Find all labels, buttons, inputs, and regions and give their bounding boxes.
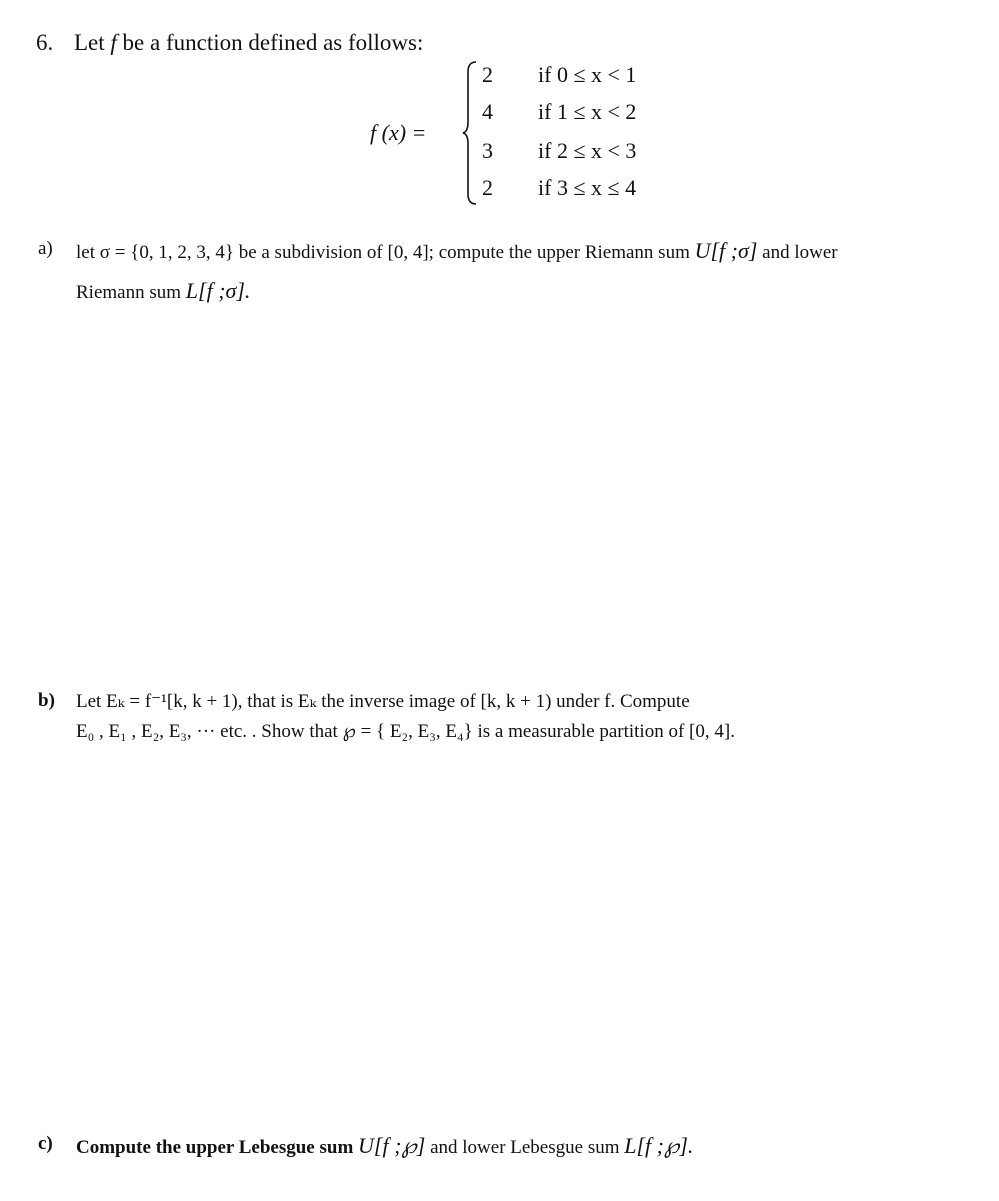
part-c-text2: and lower Lebesgue sum [430, 1137, 620, 1158]
function-lhs: f (x) = [370, 120, 427, 145]
question-header [36, 30, 423, 56]
part-c-text1: Compute the upper Lebesgue sum [76, 1137, 354, 1158]
part-a-line1-text: let σ = {0, 1, 2, 3, 4} be a subdivision of [0, 4]; compute the upper Riemann sum [76, 242, 690, 263]
part-c-line [76, 1133, 693, 1159]
part-c-upper-lebesgue: U[f ;℘] [358, 1133, 426, 1158]
case-condition-4: if 3 ≤ x ≤ 4 [538, 175, 637, 200]
intro-f: f [110, 30, 117, 55]
part-a-line2 [76, 278, 250, 304]
part-c-lower-lebesgue: L[f ;℘]. [624, 1133, 694, 1158]
case-condition-2: if 1 ≤ x < 2 [538, 99, 637, 124]
part-a-upper-sum: U[f ;σ] [694, 238, 758, 263]
part-b-line2: E₀ , E₁ , E₂, E₃, ··· etc. . Show that ℘ = { E₂, E₃, E₄} is a measurable partition of [0, 4]. [76, 721, 735, 742]
intro-prefix: Let [74, 30, 105, 55]
question-number: 6. [36, 30, 54, 55]
part-a-line1-tail: and lower [762, 242, 838, 263]
part-a-lower-sum: L[f ;σ]. [185, 278, 251, 303]
intro-suffix: be a function defined as follows: [122, 30, 424, 55]
part-a-line2-text: Riemann sum [76, 282, 182, 303]
part-b-label: b) [38, 690, 55, 711]
part-a-line1 [76, 238, 838, 264]
part-a-label: a) [38, 238, 53, 259]
part-b-line1: Let Eₖ = f⁻¹[k, k + 1), that is Eₖ the inverse image of [k, k + 1) under f. Compute [76, 691, 690, 712]
case-value-3: 3 [482, 138, 493, 163]
case-value-1: 2 [482, 62, 493, 87]
part-c-label: c) [38, 1133, 53, 1154]
case-value-4: 2 [482, 175, 493, 200]
left-brace [462, 60, 478, 206]
case-condition-3: if 2 ≤ x < 3 [538, 138, 637, 163]
case-value-2: 4 [482, 99, 493, 124]
case-condition-1: if 0 ≤ x < 1 [538, 62, 637, 87]
